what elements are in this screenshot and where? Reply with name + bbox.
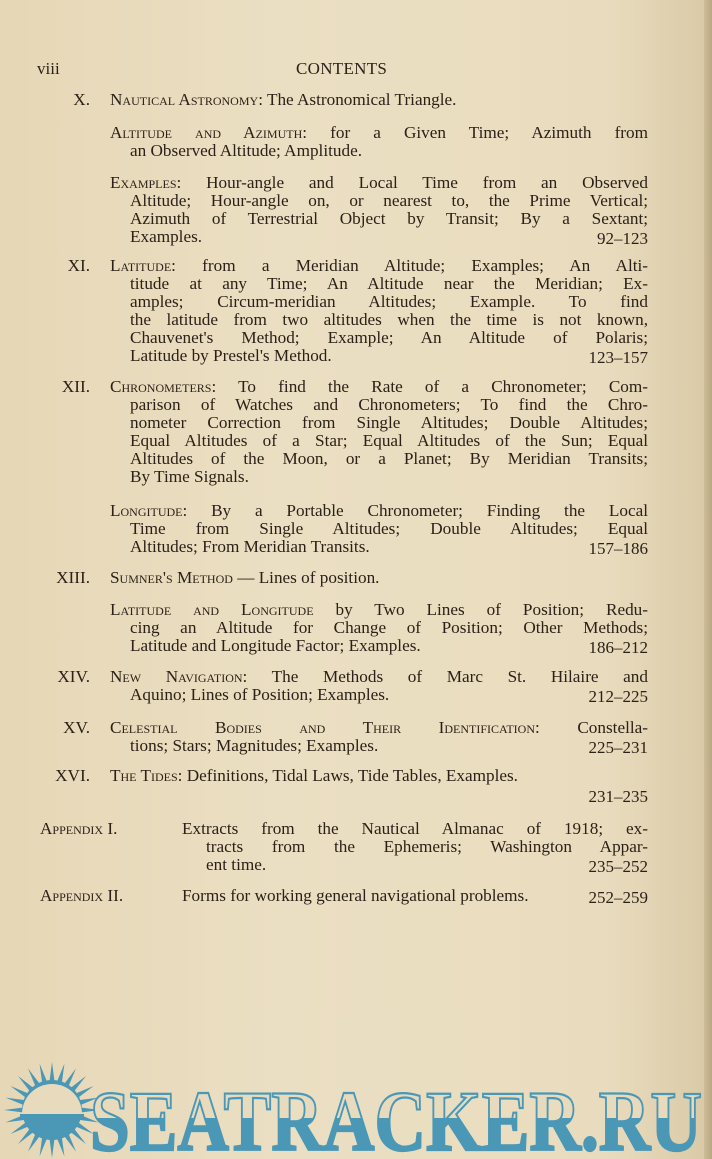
entry-text: : from a Meridian Altitude; Examples; An Alti- [171,257,648,275]
entry-number: X. [73,90,90,109]
entry-text: : Definitions, Tidal Laws, Tide Tables, Examples. [177,766,518,785]
entry-line [130,538,370,556]
entry-text: Azimuth of Terrestrial Object by Transit; By a Sextant; [130,210,648,228]
entry-heading: Latitude [110,257,172,275]
entry-number: XII. [61,377,90,396]
entry-heading: Celestial Bodies and Their Identification [110,719,536,737]
entry-text: : The Astronomical Triangle. [258,90,457,109]
entry-text: Altitudes; From Meridian Transits. [130,537,370,556]
entry-line [110,767,518,785]
entry-text: By Time Signals. [130,467,249,486]
page-range: 235–252 [588,857,648,876]
entry-line [130,396,648,414]
entry-text: ent time. [206,855,267,874]
entry-text: : Hour-angle and Local Time from an Observed [176,174,648,192]
entry-number: XIV. [57,667,90,686]
entry-text: Examples. [130,227,203,246]
entry-line [130,520,648,538]
entry-line [130,619,648,637]
entry-line [182,887,529,905]
entry-number: Appendix I. [40,819,118,838]
entry-text: an Observed Altitude; Amplitude. [130,141,362,160]
entry-line [110,502,648,520]
entry-line [130,432,648,450]
entry-line [130,637,421,655]
entry-text: : To find the Rate of a Chronometer; Com- [211,378,648,396]
page-range: 212–225 [588,687,648,706]
entry-text: Altitudes of the Moon, or a Planet; By Meridian Transits; [130,450,648,468]
entry-text: parison of Watches and Chronometers; To find the Chro- [130,396,648,414]
entry-line [110,378,648,396]
entry-line [206,838,648,856]
entry-line [110,719,648,737]
entry-text: nometer Correction from Single Altitudes; Double Altitudes; [130,414,648,432]
entry-text: Time from Single Altitudes; Double Altitudes; Equal [130,520,648,538]
entry-line [206,856,266,874]
entry-heading: Examples [110,174,177,192]
entry-line [130,210,648,228]
entry-line [130,737,378,755]
page-range: 225–231 [588,738,648,757]
entry-line [130,414,648,432]
entry-heading: Chronometers [110,378,212,396]
entry-heading: Sumner's Method [110,568,233,587]
page-range: 123–157 [588,348,648,367]
entry-line [110,668,648,686]
entry-text: tracts from the Ephemeris; Washington Appar- [206,838,648,856]
entry-text: Latitude and Longitude Factor; Examples. [130,636,421,655]
page-number: viii [37,59,60,78]
entry-text: Chauvenet's Method; Example; An Altitude of Polaris; [130,329,648,347]
entry-line [130,142,362,160]
entry-line [130,329,648,347]
sun-logo-icon [4,1062,100,1158]
entry-line [130,311,648,329]
entry-heading: Longitude [110,502,183,520]
entry-line [130,228,202,246]
entry-text: : for a Given Time; Azimuth from [302,124,648,142]
entry-heading: Altitude and Azimuth [110,124,303,142]
entry-line [110,124,648,142]
entry-text: the latitude from two altitudes when the time is not known, [130,311,648,329]
entry-line [130,275,648,293]
entry-line [110,174,648,192]
entry-line [130,686,389,704]
entry-number: XVI. [55,766,90,785]
entry-number: XV. [63,718,90,737]
running-title: CONTENTS [296,59,388,78]
entry-text: Latitude by Prestel's Method. [130,346,332,365]
entry-text: Altitude; Hour-angle on, or nearest to, the Prime Vertical; [130,192,648,210]
entry-line [110,569,379,587]
page-range: 252–259 [588,888,648,907]
entry-line [130,347,332,365]
watermark-text: SEATRACKER.RU [90,1073,702,1159]
entry-number: XI. [67,256,90,275]
entry-text: Forms for working general navigational problems. [182,886,529,905]
entry-text: Aquino; Lines of Position; Examples. [130,685,390,704]
entry-text: tions; Stars; Magnitudes; Examples. [130,736,379,755]
entry-heading: New Navigation [110,668,243,686]
entry-text: : Constella- [535,719,648,737]
page-range: 231–235 [588,787,648,806]
entry-line [130,450,648,468]
entry-heading: Nautical Astronomy [110,90,259,109]
entry-number: XIII. [56,568,90,587]
entry-text: titude at any Time; An Altitude near the Meridian; Ex- [130,275,648,293]
seatracker-watermark [0,1062,712,1159]
entry-heading: The Tides [110,766,178,785]
entry-number: Appendix II. [40,886,124,905]
entry-text: — Lines of position. [232,568,380,587]
page-range: 186–212 [588,638,648,657]
entry-text: by Two Lines of Position; Redu- [313,601,648,619]
page-edge [704,0,712,1159]
entry-line [130,468,249,486]
entry-line [110,91,456,109]
entry-text: : The Methods of Marc St. Hilaire and [242,668,648,686]
entry-text: Extracts from the Nautical Almanac of 1918; ex- [182,820,648,838]
page-range: 92–123 [597,229,648,248]
entry-text: : By a Portable Chronometer; Finding the Local [182,502,648,520]
entry-text: amples; Circum-meridian Altitudes; Example. To find [130,293,648,311]
page-range: 157–186 [588,539,648,558]
entry-line [182,820,648,838]
entry-heading: Latitude and Longitude [110,601,314,619]
entry-text: Equal Altitudes of a Star; Equal Altitudes of the Sun; Equal [130,432,648,450]
entry-line [130,293,648,311]
entry-line [110,257,648,275]
entry-text: cing an Altitude for Change of Position; Other Methods; [130,619,648,637]
entry-line [130,192,648,210]
entry-line [110,601,648,619]
